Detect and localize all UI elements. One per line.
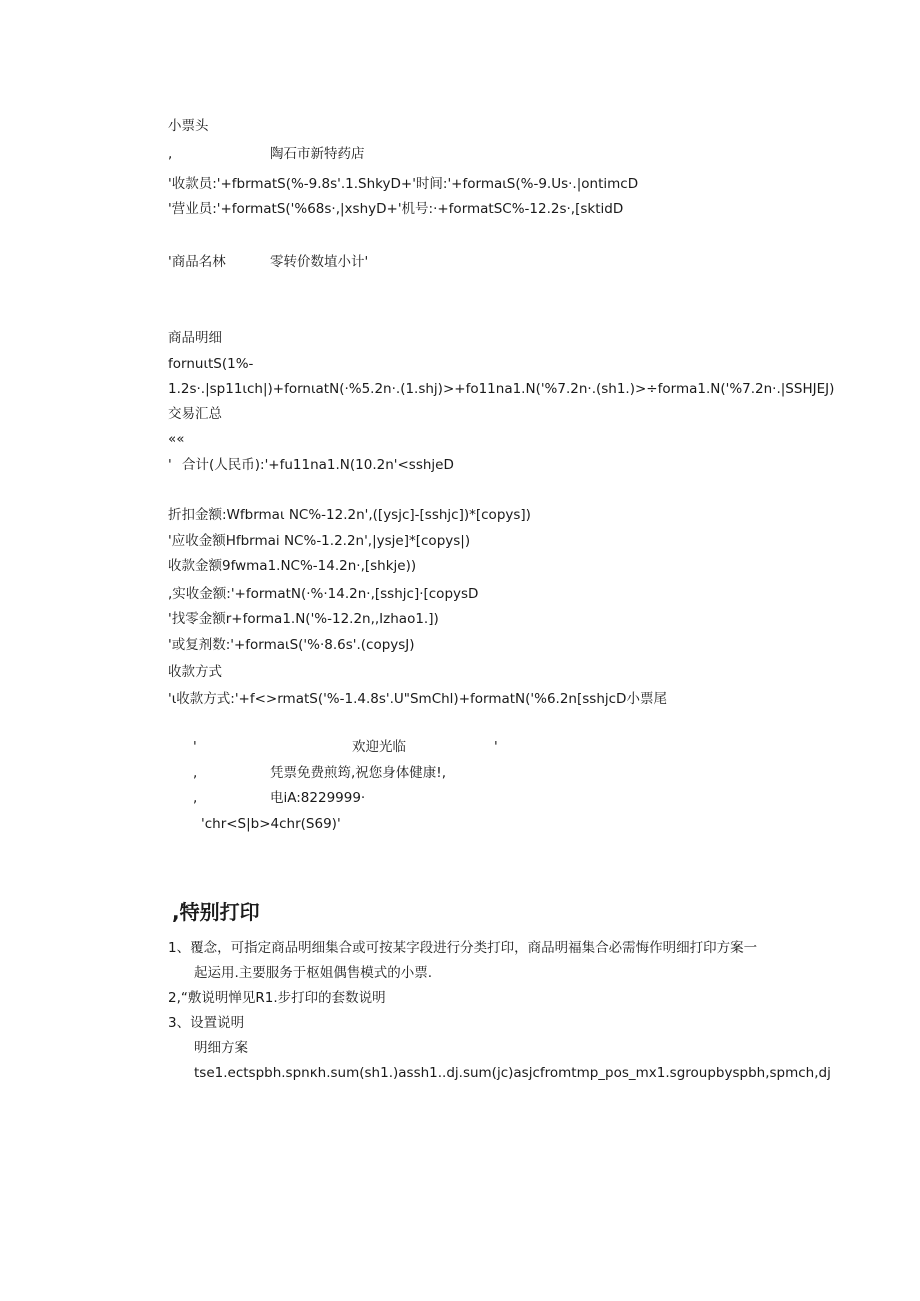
note-prefix: , <box>193 765 198 781</box>
section-title-payment: 收款方式 <box>168 664 222 680</box>
detail-scheme-subheading: 明细方案 <box>194 1040 248 1056</box>
total-prefix: ' <box>168 457 172 473</box>
section-title-summary: 交易汇总 <box>168 406 222 422</box>
formula-clerk-machine: '营业员:'+formatS('%68s·,|xshyD+'机号:·+formatSC%-12.2s·,[sktidD <box>168 201 624 217</box>
formula-payment: 'ι收款方式:'+f<>rmatS('%-1.4.8s'.U"SmChl)+formatN('%6.2n[sshjcD小票尾 <box>168 691 667 707</box>
phone-prefix: , <box>193 790 198 806</box>
sql-statement: tse1.ectspbh.spnκh.sum(sh1.)assh1..dj.sum(jc)asjcfromtmp_pos_mx1.sgroupbyspbh,spmch,dj <box>194 1065 831 1081</box>
formula-change: '找零金额r+forma1.N('%-12.2n,,Izhao1.]) <box>168 611 439 627</box>
quote-mark: «« <box>168 431 185 447</box>
special-print-item-2: 2,“敷说明惮见R1.步打印的套数说明 <box>168 990 386 1006</box>
welcome-text: 欢迎光临 <box>352 739 406 755</box>
special-print-heading: ,特别打印 <box>172 900 260 924</box>
formula-detail-line-1: fornuιtS(1%- <box>168 356 254 372</box>
formula-detail-line-2: 1.2s·.|sp11ιch|)+fornιatN(·%5.2n·.(1.shj)>+fo11na1.N('%7.2n·.(sh1.)>÷forma1.N('%7.2n·.|SSHJEJ) <box>168 381 835 397</box>
section-title-item-details: 商品明细 <box>168 330 222 346</box>
special-print-item-1-line-2: 起运用.主要服务于枢姐偶售模式的小票. <box>194 965 433 981</box>
column-header-left: '商品名林 <box>168 254 226 270</box>
special-print-item-1-line-1: 1、覆念，可指定商品明细集合或可按某字段进行分类打印，商品明福集合必需悔作明细打印方案一 <box>168 940 758 956</box>
section-title-receipt-header: 小票头 <box>168 118 209 134</box>
formula-receivable: '应收金额Hfbrmai NC%-1.2.2n',|ysje]*[copys|) <box>168 533 471 549</box>
welcome-open-quote: ' <box>193 739 197 755</box>
column-header-right: 零转价数埴小计' <box>270 254 369 270</box>
phone-text: 电iA:8229999· <box>270 790 366 806</box>
formula-actual: ,实收金额:'+formatN(·%·14.2n·,[sshjc]·[copysD <box>168 586 479 602</box>
formula-collected: 收款金额9fwma1.NC%-14.2n·,[shkje)) <box>168 558 417 574</box>
special-print-item-3: 3、设置说明 <box>168 1015 245 1031</box>
welcome-close-quote: ' <box>494 739 498 755</box>
formula-discount: 折扣金额:Wfbrmaι NC%-12.2n',([ysjc]-[sshjc])*[copys]) <box>168 507 531 523</box>
note-text: 凭票免费煎筠,祝您身体健康!, <box>270 765 446 781</box>
formula-cashier-time: '收款员:'+fbrmatS(%-9.8s'.1.ShkyD+'时间:'+formaιS(%-9.Us·.|ontimcD <box>168 176 639 192</box>
formula-copies: '或复剂数:'+formaιS('%·8.6s'.(copysJ) <box>168 637 415 653</box>
store-name: 陶石市新特药店 <box>270 146 365 162</box>
formula-total: 合计(人民币):'+fu11na1.N(10.2n'<sshjeD <box>182 457 454 473</box>
store-prefix-comma: , <box>168 146 173 162</box>
chr-formula: 'chr<S|b>4chr(S69)' <box>201 816 341 832</box>
